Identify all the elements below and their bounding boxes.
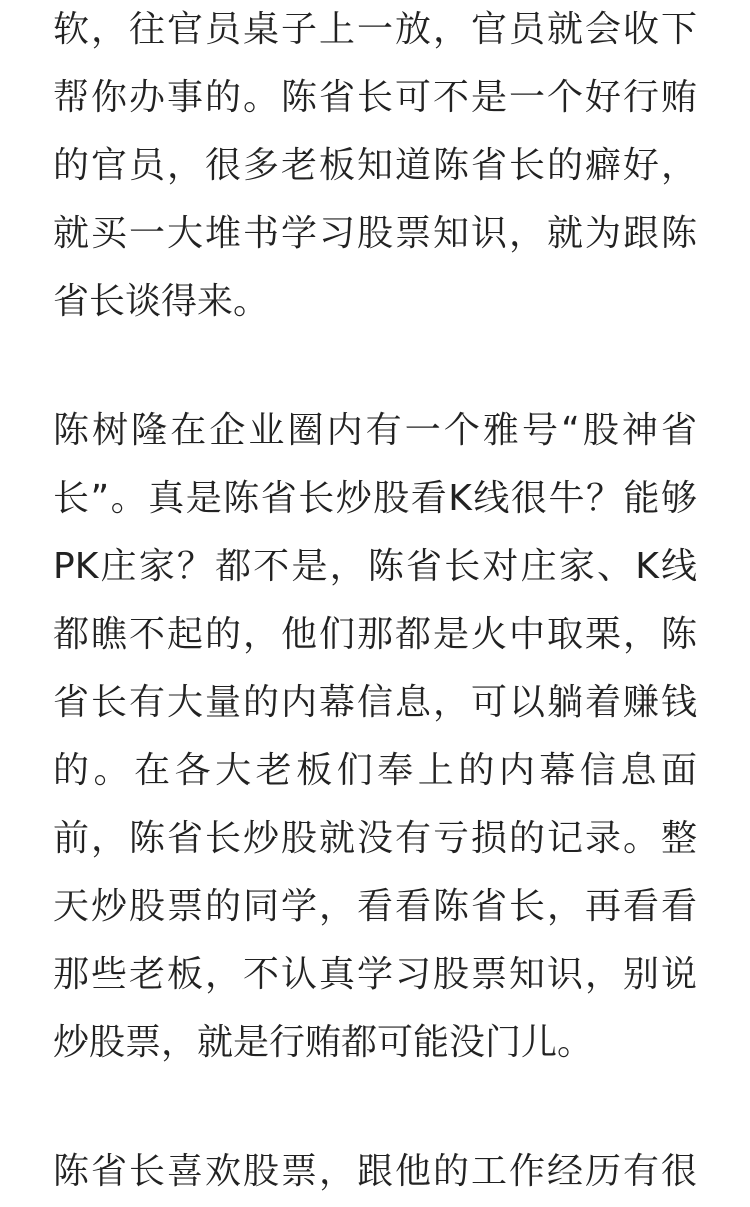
text-line: PK庄家？都不是，陈省长对庄家、K线 (53, 546, 697, 587)
paragraph (53, 397, 697, 1077)
text-line: 都瞧不起的，他们那都是火中取栗，陈 (53, 614, 697, 655)
text-line: 软，往官员桌子上一放，官员就会收下 (53, 9, 697, 50)
text-line: 帮你办事的。陈省长可不是一个好行贿 (53, 77, 697, 118)
article-body (53, 0, 697, 1206)
text-line: 长”。真是陈省长炒股看K线很牛？能够 (53, 478, 697, 519)
paragraph (53, 1138, 697, 1206)
text-line: 陈树隆在企业圈内有一个雅号“股神省 (53, 410, 697, 451)
text-line: 的。在各大老板们奉上的内幕信息面 (53, 750, 697, 791)
text-line: 省长有大量的内幕信息，可以躺着赚钱 (53, 682, 697, 723)
text-line: 就买一大堆书学习股票知识，就为跟陈 (53, 213, 697, 254)
text-line: 前，陈省长炒股就没有亏损的记录。整 (53, 818, 697, 859)
paragraph (53, 0, 697, 336)
text-line: 省长谈得来。 (53, 281, 270, 322)
text-line: 炒股票，就是行贿都可能没门儿。 (53, 1022, 594, 1063)
text-line: 那些老板，不认真学习股票知识，别说 (53, 954, 697, 995)
text-line: 的官员，很多老板知道陈省长的癖好， (53, 145, 697, 186)
text-line: 陈省长喜欢股票，跟他的工作经历有很 (53, 1151, 697, 1192)
paragraph-gap (53, 1077, 697, 1138)
text-line: 天炒股票的同学，看看陈省长，再看看 (53, 886, 697, 927)
paragraph-gap (53, 336, 697, 397)
